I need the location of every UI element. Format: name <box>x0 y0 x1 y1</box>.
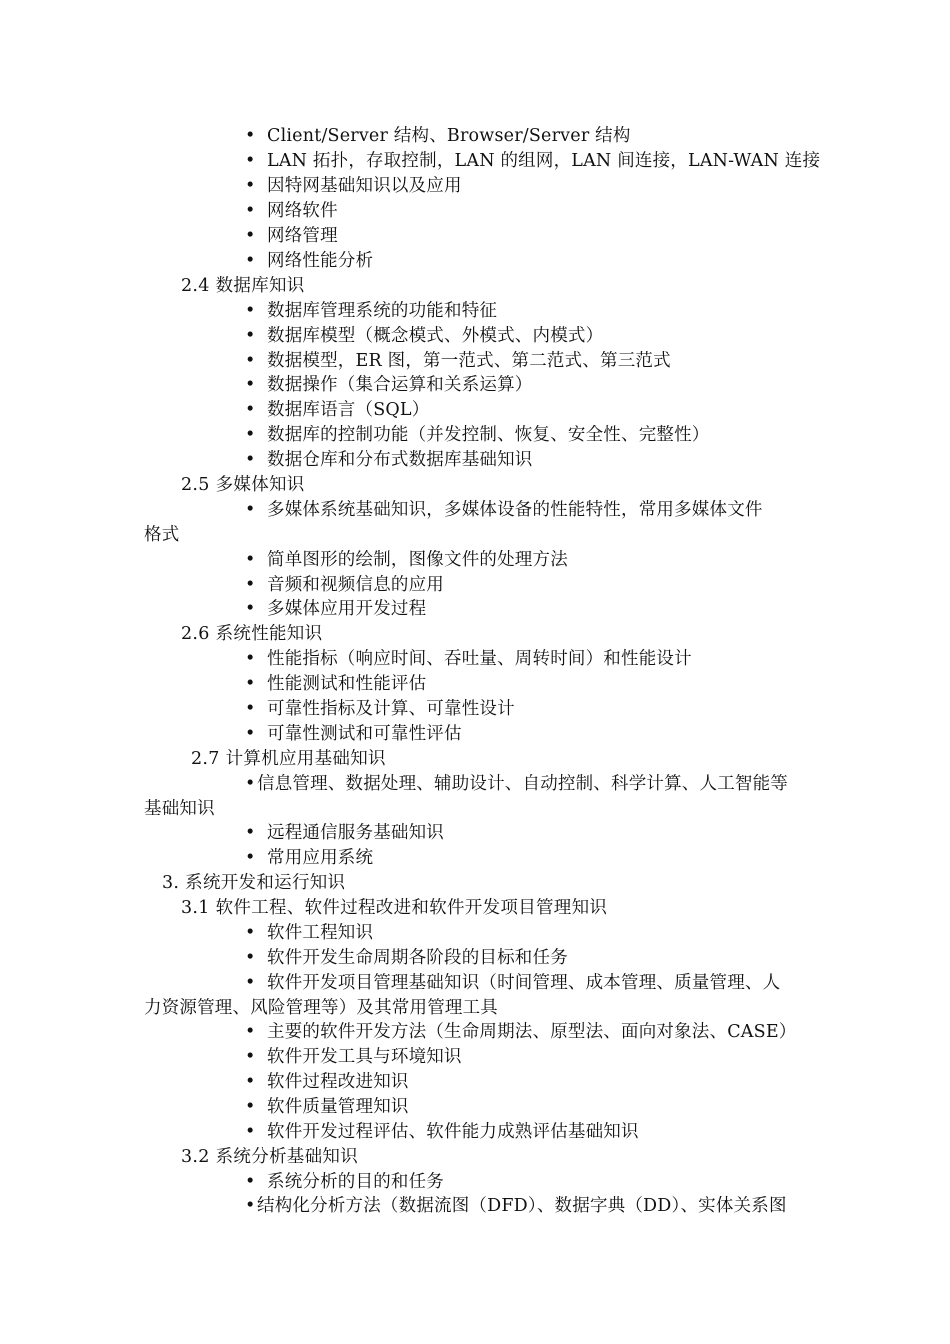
list-item-text: 因特网基础知识以及应用 <box>267 176 462 196</box>
list-item <box>245 149 820 174</box>
list-item <box>245 1120 639 1145</box>
bullet-marker: • <box>245 649 256 669</box>
list-item-text: LAN 拓扑，存取控制，LAN 的组网，LAN 间连接，LAN-WAN 连接 <box>267 151 821 171</box>
list-item <box>245 946 568 971</box>
bullet-marker: • <box>245 923 256 943</box>
list-item <box>245 846 373 871</box>
list-item-text: 网络管理 <box>267 226 338 246</box>
list-item-text: 信息管理、数据处理、辅助设计、自动控制、科学计算、人工智能等 <box>257 774 788 794</box>
list-item-text: 软件开发过程评估、软件能力成熟评估基础知识 <box>267 1122 639 1142</box>
bullet-marker: • <box>245 1072 256 1092</box>
list-item-text: 数据库模型（概念模式、外模式、内模式） <box>267 326 604 346</box>
list-item <box>245 1095 409 1120</box>
list-item <box>245 597 426 622</box>
list-item-text: 远程通信服务基础知识 <box>267 823 444 843</box>
list-item-text: 结构化分析方法（数据流图（DFD）、数据字典（DD）、实体关系图 <box>257 1196 787 1216</box>
list-item <box>245 1070 409 1095</box>
list-item <box>245 573 444 598</box>
bullet-marker: • <box>245 1097 256 1117</box>
bullet-marker: • <box>245 848 256 868</box>
bullet-marker: • <box>245 575 256 595</box>
section-heading-2-5: 2.5 多媒体知识 <box>181 475 305 495</box>
list-item-text: 可靠性测试和可靠性评估 <box>267 724 462 744</box>
bullet-marker: • <box>245 973 256 993</box>
bullet-marker: • <box>245 500 256 520</box>
list-item-continuation: 格式 <box>144 525 180 545</box>
list-item-text: 软件质量管理知识 <box>267 1097 409 1117</box>
list-item <box>245 821 444 846</box>
bullet-marker: • <box>245 226 256 246</box>
list-item <box>245 921 373 946</box>
section-heading-2-6: 2.6 系统性能知识 <box>181 624 323 644</box>
list-item <box>245 349 671 374</box>
list-item <box>245 448 533 473</box>
bullet-marker: • <box>245 674 256 694</box>
list-item-continuation: 力资源管理、风险管理等）及其常用管理工具 <box>144 998 498 1018</box>
list-item-text: 软件开发工具与环境知识 <box>267 1047 462 1067</box>
list-item <box>245 1194 787 1219</box>
list-item <box>245 1170 444 1195</box>
bullet-marker: • <box>245 699 256 719</box>
list-item-text: 简单图形的绘制，图像文件的处理方法 <box>267 550 568 570</box>
section-heading-2-7: 2.7 计算机应用基础知识 <box>191 749 386 769</box>
list-item-text: 软件工程知识 <box>267 923 374 943</box>
list-item <box>245 971 780 996</box>
list-item-text: Client/Server 结构、Browser/Server 结构 <box>267 126 631 146</box>
list-item-text: 常用应用系统 <box>267 848 374 868</box>
bullet-marker: • <box>245 774 256 794</box>
list-item-text: 数据库语言（SQL） <box>267 400 430 420</box>
list-item <box>245 772 788 797</box>
list-item <box>245 1020 797 1045</box>
bullet-marker: • <box>245 425 256 445</box>
list-item <box>245 174 462 199</box>
list-item <box>245 124 631 149</box>
list-item-text: 软件开发生命周期各阶段的目标和任务 <box>267 948 568 968</box>
bullet-marker: • <box>245 301 256 321</box>
list-item-text: 多媒体应用开发过程 <box>267 599 427 619</box>
list-item-text: 多媒体系统基础知识，多媒体设备的性能特性，常用多媒体文件 <box>267 500 763 520</box>
list-item <box>245 672 426 697</box>
list-item <box>245 324 603 349</box>
list-item <box>245 697 515 722</box>
bullet-marker: • <box>245 176 256 196</box>
list-item <box>245 1045 462 1070</box>
bullet-marker: • <box>245 724 256 744</box>
list-item-text: 系统分析的目的和任务 <box>267 1172 444 1192</box>
list-item-text: 数据库的控制功能（并发控制、恢复、安全性、完整性） <box>267 425 710 445</box>
bullet-marker: • <box>245 823 256 843</box>
list-item <box>245 373 533 398</box>
list-item <box>245 498 763 523</box>
list-item <box>245 299 497 324</box>
bullet-marker: • <box>245 201 256 221</box>
bullet-marker: • <box>245 1122 256 1142</box>
list-item-text: 数据操作（集合运算和关系运算） <box>267 375 533 395</box>
bullet-marker: • <box>245 450 256 470</box>
list-item-text: 主要的软件开发方法（生命周期法、原型法、面向对象法、CASE） <box>267 1022 797 1042</box>
bullet-marker: • <box>245 948 256 968</box>
list-item-text: 软件开发项目管理基础知识（时间管理、成本管理、质量管理、人 <box>267 973 781 993</box>
bullet-marker: • <box>245 599 256 619</box>
list-item-text: 数据仓库和分布式数据库基础知识 <box>267 450 533 470</box>
list-item <box>245 249 373 274</box>
section-heading-3-2: 3.2 系统分析基础知识 <box>181 1147 358 1167</box>
list-item <box>245 647 692 672</box>
list-item <box>245 722 462 747</box>
list-item <box>245 224 338 249</box>
list-item-text: 数据模型，ER 图，第一范式、第二范式、第三范式 <box>267 351 671 371</box>
bullet-marker: • <box>245 251 256 271</box>
bullet-marker: • <box>245 151 256 171</box>
list-item-text: 性能测试和性能评估 <box>267 674 427 694</box>
list-item <box>245 398 429 423</box>
bullet-marker: • <box>245 126 256 146</box>
bullet-marker: • <box>245 400 256 420</box>
list-item-text: 可靠性指标及计算、可靠性设计 <box>267 699 515 719</box>
list-item-text: 网络软件 <box>267 201 338 221</box>
list-item <box>245 548 568 573</box>
list-item-text: 网络性能分析 <box>267 251 374 271</box>
bullet-marker: • <box>245 1172 256 1192</box>
list-item-continuation: 基础知识 <box>144 799 215 819</box>
bullet-marker: • <box>245 375 256 395</box>
list-item <box>245 423 710 448</box>
bullet-marker: • <box>245 1047 256 1067</box>
list-item-text: 音频和视频信息的应用 <box>267 575 444 595</box>
list-item-text: 性能指标（响应时间、吞吐量、周转时间）和性能设计 <box>267 649 692 669</box>
bullet-marker: • <box>245 1196 256 1216</box>
section-heading-2-4: 2.4 数据库知识 <box>181 276 305 296</box>
bullet-marker: • <box>245 1022 256 1042</box>
section-heading-3-1: 3.1 软件工程、软件过程改进和软件开发项目管理知识 <box>181 898 608 918</box>
bullet-marker: • <box>245 550 256 570</box>
list-item-text: 数据库管理系统的功能和特征 <box>267 301 498 321</box>
section-heading-3: 3. 系统开发和运行知识 <box>162 873 346 893</box>
bullet-marker: • <box>245 326 256 346</box>
bullet-marker: • <box>245 351 256 371</box>
list-item <box>245 199 338 224</box>
list-item-text: 软件过程改进知识 <box>267 1072 409 1092</box>
